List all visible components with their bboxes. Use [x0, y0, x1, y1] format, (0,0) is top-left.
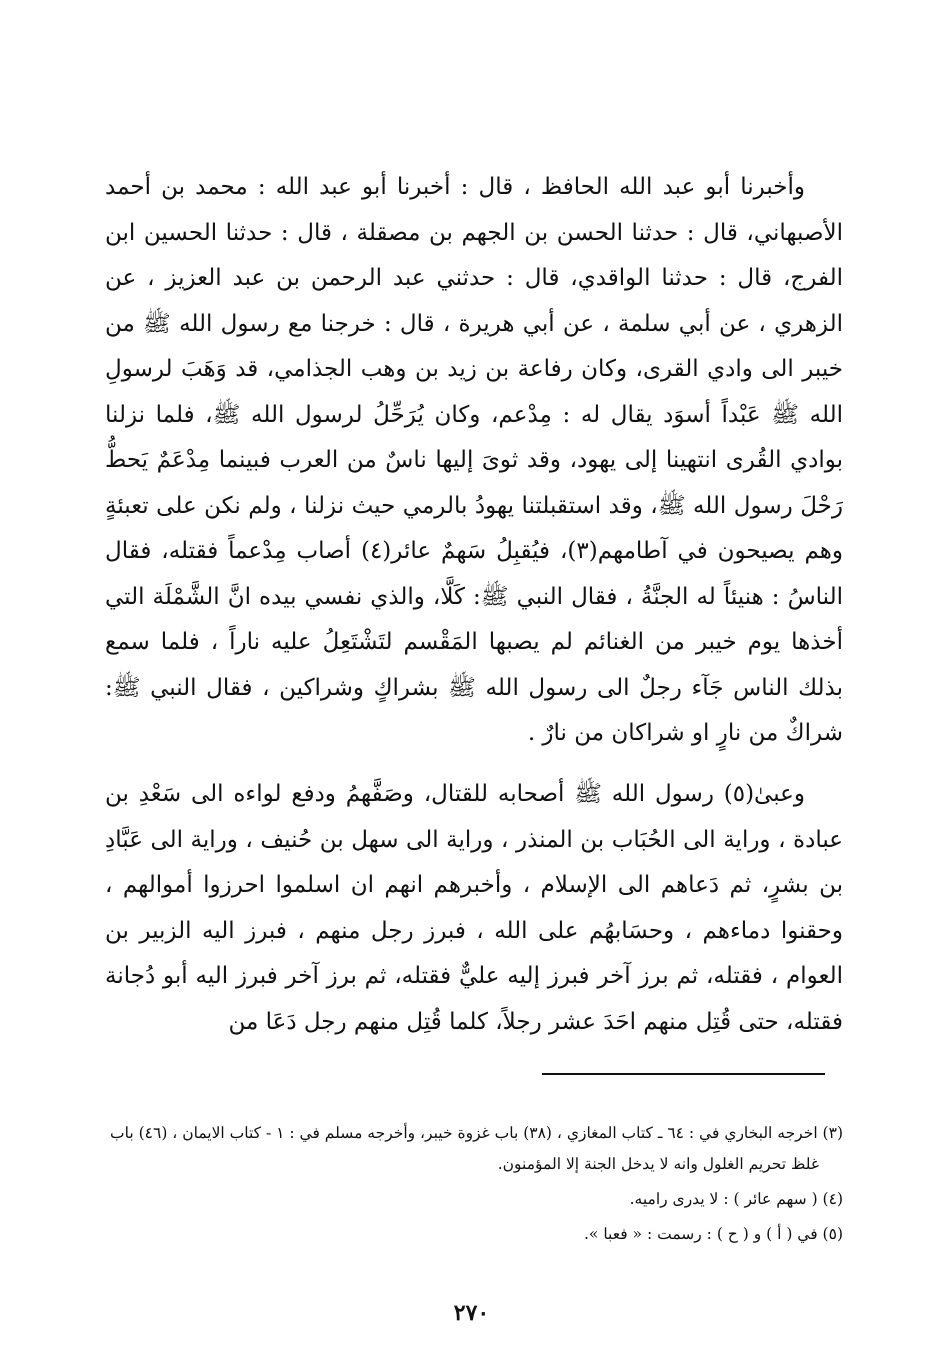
footnote-3: (٣) اخرجه البخاري في : ٦٤ ـ كتاب المغازي ، (٣٨) باب غزوة خيبر، وأخرجه مسلم في : ١ - كتاب الايمان ، (٤٦) باب غلظ تحريم الغلول وانه لا يدخل الجنة إلا المؤمنون.	[110, 1124, 843, 1173]
body-paragraph-2: وعبىٰ(٥) رسول الله ﷺ أصحابه للقتال، وصَفَّهمُ ودفع لواءه الى سَعْدِ بن عبادة ، وراية الى الحُبَاب بن المنذر ، وراية الى سهل بن حُنيف ، وراية الى عَبَّادِ بن بشرٍ، ثم دَعاهم الى الإسلام ، وأخبرهم انهم ان اسلموا احرزوا أموالهم ، وحقنوا دماءهم ، وحسَابهُم على الله ، فبرز رجل منهم ، فبرز اليه الزبير بن العوام ، فقتله، ثم برز آخر فبرز إليه عليٌّ فقتله، ثم برز آخر فبرز اليه أبو دُجانة فقتله، حتى قُتِل منهم احَدَ عشر رجلاً، كلما قُتِل منهم رجل دَعَا من	[105, 781, 843, 1035]
footnote-divider	[542, 1073, 825, 1075]
footnote-4: (٤) ( سهم عائر ) : لا يدرى راميه.	[629, 1190, 843, 1208]
page-number: ٢٧٠	[453, 1300, 490, 1326]
footnote-5: (٥) في ( أ ) و ( ح ) : رسمت : « فعبا ».	[583, 1225, 843, 1243]
footnotes	[105, 1118, 843, 1254]
body-paragraph-1: وأخبرنا أبو عبد الله الحافظ ، قال : أخبرنا أبو عبد الله : محمد بن أحمد الأصبهاني، قال : حدثنا الحسن بن الجهم بن مصقلة ، قال : حدثنا الحسين ابن الفرج، قال : حدثنا الواقدي، قال : حدثني عبد الرحمن بن عبد العزيز ، عن الزهري ، عن أبي سلمة ، عن أبي هريرة ، قال : خرجنا مع رسول الله ﷺ من خيبر الى وادي القرى، وكان رفاعة بن زيد بن وهب الجذامي، قد وَهَبَ لرسولِ الله ﷺ عَبْداً أسوَد يقال له : مِدْعم، وكان يُرَحِّلُ لرسول الله ﷺ، فلما نزلنا بوادي القُرى انتهينا إلى يهود، وقد ثوىَ إليها ناسٌ من العرب فبينما مِدْعَمٌ يَحطُّ رَحْلَ رسول الله ﷺ، وقد استقبلتنا يهودُ بالرمي حيث نزلنا ، ولم نكن على تعبئةٍ وهم يصيحون في آطامهم(٣)، فيُقبِلُ سَهمٌ عائر(٤) أصاب مِدْعماً فقتله، فقال الناسُ : هنيئاً له الجنَّةُ ، فقال النبي ﷺ: كَلَّا، والذي نفسي بيده انَّ الشَّمْلَة التي أخذها يوم خيبر من الغنائم لم يصبها المَقْسم لتَشْتَعِلُ عليه ناراً ، فلما سمع بذلك الناس جَآء رجلٌ الى رسول الله ﷺ بشراكٍ وشراكين ، فقال النبي ﷺ: شراكٌ من نارٍ او شراكان من نارٌ .	[105, 174, 843, 746]
